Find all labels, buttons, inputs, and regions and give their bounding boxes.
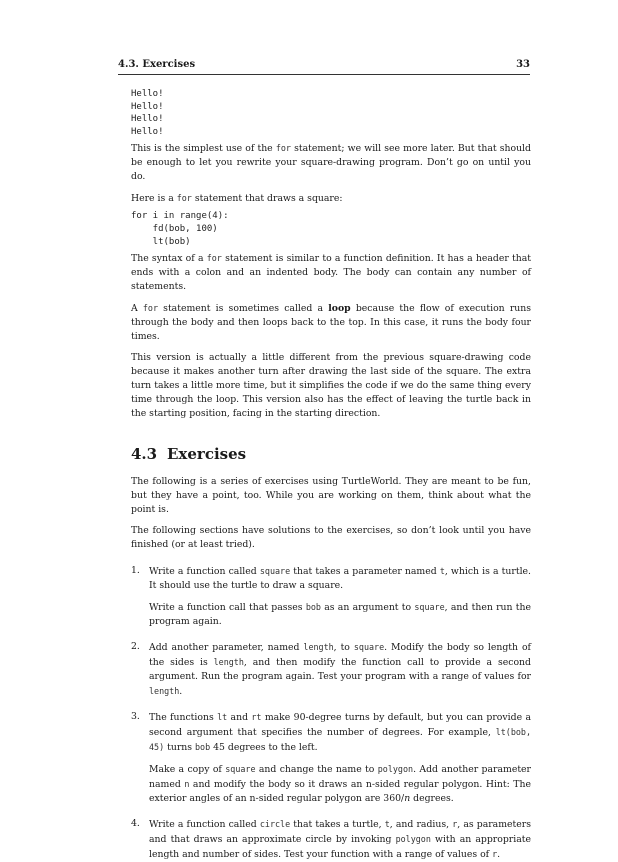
text: statement; we will see more later. But that should be enough to let you rewrite your square-drawing program. Don’t go on until you do. (131, 143, 531, 183)
inline-code: rt (251, 712, 262, 723)
paragraph-loop-definition (131, 301, 531, 344)
inline-code: circle (259, 819, 291, 830)
text: and (227, 712, 252, 724)
inline-code: for (142, 303, 159, 314)
text: . Add another parameter named (149, 764, 531, 791)
exercise-number: 3. (131, 711, 140, 723)
exercise-text (149, 600, 531, 629)
text: The functions (149, 712, 218, 724)
text: because the flow of execution runs through the body and then loops back to the top. In this case, it runs the body four times. (131, 303, 532, 343)
paragraph-version-note: This version is actually a little different from the previous square-drawing code because it makes another turn after drawing the last side of the square. The extra turn takes a little more time, but it simplifies the code if we do the same thing every time through the loop. This version also has the effect of leaving the turtle back in the starting position, facing in the starting direction. (131, 352, 531, 420)
code-line: Hello! (131, 114, 164, 125)
exercise-text (149, 640, 531, 699)
text: statement that draws a square: (191, 193, 343, 205)
inline-code: n (184, 779, 190, 790)
code-line: fd(bob, 100) (131, 223, 218, 234)
text: , and then modify the function call to provide a second argument. Run the program again. Test your program with a range of values for (149, 657, 531, 683)
paragraph-square-intro (131, 191, 531, 206)
text: . (497, 849, 501, 861)
code-square-loop (131, 210, 531, 248)
text: , and then run the program again. (149, 602, 531, 628)
exercise-number: 4. (131, 818, 140, 830)
text: . Modify the body so length of the sides is (149, 642, 531, 669)
inline-code: for (176, 193, 192, 204)
text: This is the simplest use of the (131, 143, 276, 155)
exercise-list (131, 564, 531, 862)
inline-code: lt (217, 712, 228, 723)
section-title: Exercises (167, 445, 247, 464)
text: as an argument to (320, 602, 415, 614)
section-heading (131, 445, 531, 463)
text: Here is a (131, 193, 177, 205)
exercise-item (131, 564, 531, 629)
inline-code: r (452, 819, 458, 830)
exercise-number: 1. (131, 565, 140, 577)
inline-code: square (353, 642, 385, 653)
defined-term: loop (328, 303, 351, 315)
header-section-title: 4.3. Exercises (118, 59, 196, 70)
text: , and radius, (389, 819, 453, 831)
inline-code: t (439, 566, 445, 577)
code-line: Hello! (131, 126, 164, 137)
text: that takes a turtle, (290, 819, 385, 831)
text: Make a copy of (149, 764, 226, 776)
text: Write a function call that passes (149, 602, 306, 614)
inline-code: length (303, 642, 334, 653)
inline-code: t (384, 819, 390, 830)
text: Write a function called (149, 566, 260, 578)
code-line: for i in range(4): (131, 211, 229, 222)
text: turns (164, 742, 195, 754)
exercise-text (149, 817, 531, 862)
header-rule (118, 74, 530, 75)
text: , as parameters and that draws an approximate circle by invoking (149, 819, 531, 846)
exercise-text (149, 710, 531, 755)
inline-code: for (275, 143, 291, 154)
exercise-number: 2. (131, 641, 140, 653)
exercise-item (131, 710, 531, 806)
paragraph-for-syntax (131, 251, 531, 294)
text: degrees. (410, 793, 454, 805)
inline-code: r (492, 849, 498, 860)
inline-code: square (414, 602, 445, 613)
text: with an appropriate length and number of sides. Test your function with a range of values of (149, 834, 531, 861)
text: that takes a parameter named (290, 566, 440, 578)
inline-code: for (206, 253, 222, 264)
exercise-item (131, 817, 531, 862)
text: Add another parameter, named (149, 642, 304, 654)
inline-code: square (259, 566, 291, 577)
text: Write a function called (149, 819, 260, 831)
inline-code: polygon (395, 834, 431, 845)
paragraph-for-intro (131, 141, 531, 184)
code-line: Hello! (131, 101, 164, 112)
inline-code: length (149, 686, 180, 697)
paragraph-solutions-note: The following sections have solutions to the exercises, so don’t look until you have finished (or at least tried). (131, 525, 531, 551)
code-hello-output (131, 88, 531, 138)
inline-code: bob (305, 602, 321, 613)
math-variable: n (404, 793, 411, 805)
text: The syntax of a (131, 253, 207, 265)
text: . (179, 686, 183, 698)
section-number: 4.3 (131, 445, 158, 464)
exercise-item (131, 640, 531, 699)
inline-code: polygon (377, 764, 414, 775)
text: make 90-degree turns by default, but you can provide a second argument that specifies the number of degrees. For example, (149, 712, 531, 739)
exercise-text (149, 564, 531, 593)
page-number: 33 (516, 59, 530, 70)
text: A (131, 303, 143, 315)
text: and modify the body so it draws an n-sided regular polygon. Hint: The exterior angles of an n-sided regular polygon are 360/ (149, 779, 531, 805)
running-header (118, 59, 530, 73)
inline-code: length (213, 657, 244, 668)
paragraph-exercises-intro: The following is a series of exercises using TurtleWorld. They are meant to be fun, but they have a point, too. While you are working on them, think about what the point is. (131, 476, 531, 516)
code-line: lt(bob) (131, 236, 191, 247)
code-line: Hello! (131, 89, 164, 99)
inline-code: bob (194, 742, 211, 753)
inline-code: lt(bob, 45) (149, 727, 531, 753)
text: 45 degrees to the left. (210, 742, 318, 754)
text: statement is similar to a function definition. It has a header that ends with a colon and an indented body. The body can contain any number of statements. (131, 253, 532, 293)
text: , which is a turtle. It should use the turtle to draw a square. (149, 566, 531, 592)
inline-code: square (225, 764, 256, 775)
text: statement is sometimes called a (158, 303, 329, 315)
text: , to (333, 642, 354, 654)
text: and change the name to (255, 764, 378, 776)
page-body (131, 88, 531, 862)
